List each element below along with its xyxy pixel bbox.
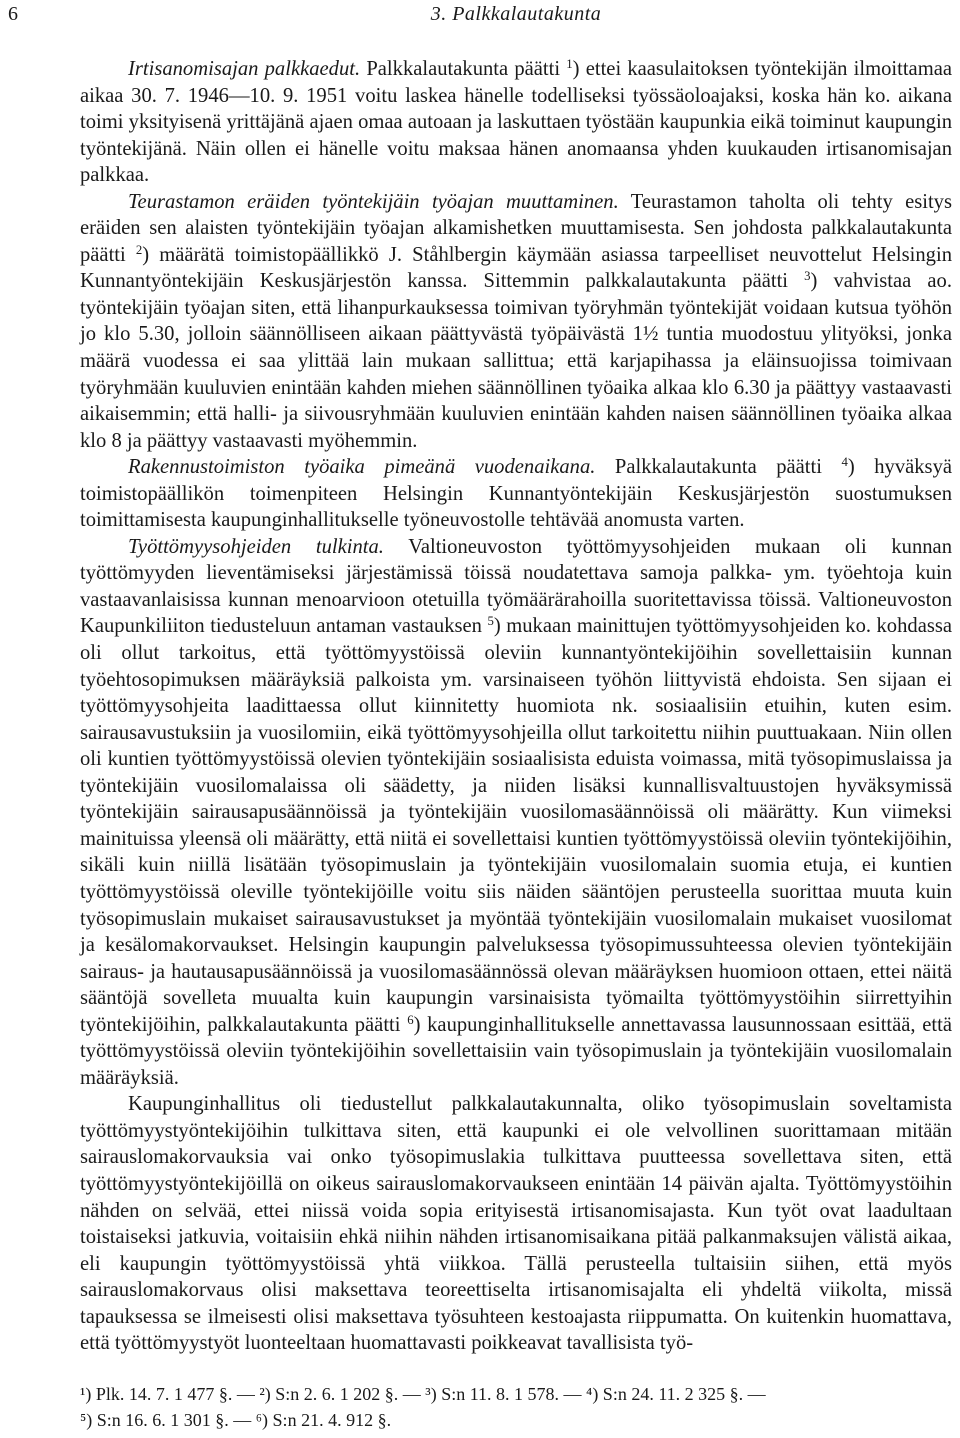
- paragraph-text: ) ettei kaasulaitoksen työntekijän ilmoittamaa aikaa 30. 7. 1946—10. 9. 1951 voitu laskea hänelle todelliseksi työssäoloajaksi, koska hän ko. aikana toimi yksityisenä yrittäjänä ajaen omaa autoaan ja laskuttaen työstään kaupunkia eikä toiminut kaupungin työntekijänä. Näin ollen ei hänelle voitu maksaa hänen anomaansa yhden kuukauden irtisanomisajan palkkaa.: [80, 58, 952, 187]
- running-header: [8, 0, 952, 48]
- footnote-ref: 1: [566, 56, 573, 71]
- footnote-ref: 6: [407, 1012, 414, 1027]
- footnote-ref: 2: [135, 242, 143, 257]
- paragraph-text: ) määrätä toimistopäällikkö J. Ståhlbergin käymään asiassa tarpeelliset neuvottelut Helsingin Kunnantyöntekijäin Keskusjärjestön kanssa. Sittemmin palkkalautakunta päätti: [80, 243, 952, 293]
- paragraph-text: Kaupunginhallitus oli tiedustellut palkkalautakunnalta, oliko työsopimuslain soveltamista työttömyystyöntekijöihin tulkittava siten, että kaupunki ei ole velvollinen suorittamaan mitään sairauslomakorvauksia vai onko työsopimuslakia tulkittava puutteessa sovellettava siten, että työttömyystyöntekijöillä on oikeus sairauslomakorvaukseen enintään 14 päivän ajalta. Työttömyystöihin nähden on selvää, ettei niissä voida sopia erityisestä irtisanomisajasta. Kun työt ovat laadultaan toistaiseksi jatkuvia, voitaisiin ehkä niihin nähden irtisanomisaikana pitää palkanmaksujen välistä aikaa, eli kaupungin työttömyystöissä yhtä viikkoa. Tällä perusteella tultaisiin siihen, että myös sairauslomakorvaus olisi maksettava teoreettiselta irtisanomisajalta eli yhdeltä viikolta, missä tapauksessa se ilmeisesti olisi maksettava työsuhteen kestoajasta riippumatta. On kuitenkin huomattava, että työttömyystyöt luonteeltaan huomattavasti poikkeavat tavallisista työ-: [80, 1093, 952, 1355]
- paragraph-text: ) mukaan mainittujen työttömyysohjeiden ko. kohdassa oli ollut tarkoitus, että työttömyystöissä oleviin kunnantyöntekijöihin sovellettaisiin kunnan työehtosopimuksen määräyksiä palkoista ym. varsinaiseen työhön liittyvistä ehdoista. Sen sijaan ei työttömyysohjeita laadittaessa ollut kiinnitetty huomiota nk. sosiaalisiin etuihin, kuten esim. sairausavustuksiin ja vuosilomiin, eikä työttömyysohjeilla ollut tarkoitettu niihin puuttuakaan. Niin ollen oli kuntien työttömyystöissä olevien työntekijäin sosiaalisista eduista voimassa, mitä työsopimuslaissa ja työntekijäin vuosilomalaissa oli säädetty, ja niiden lisäksi kunnallisvaltuustojen hyväksymissä työntekijäin sairausapusäännöissä ja työntekijäin vuosilomasäännöissä oli määrätty. Kun viimeksi mainituissa yleensä oli määrätty, että niitä ei sovellettaisi kuntien työttömyystöissä oleviin työntekijöihin, sikäli kuin niillä lisätään työsopimuslain ja työntekijäin vuosilomalain suomia etuja, ei kuntien työttömyystöissä oleville työntekijöille voitu siis näiden sääntöjen perusteella suorittaa muuta kuin työsopimuslain mukaiset sairausavustukset ja myöntää työntekijäin vuosilomalain mukaiset vuosilomat ja kesälomakorvaukset. Helsingin kaupungin palveluksessa työsopimussuhteessa olevien työntekijäin sairaus- ja hautausapusäännöissä ja vuosilomasäännössä olevan määräyksen huomioon ottaen, ettei näitä sääntöjä sovelleta muualta kuin kaupungin varsinaisista työmailta työttömyystöihin siirrettyihin työntekijöihin, palkkalautakunta päätti: [80, 615, 953, 1036]
- paragraph-text: ) kaupunginhallitukselle annettavassa lausunnossaan esittää, että työttömyystöissä oleviin työntekijöihin sovellettaisiin vain työsopimuslain ja työntekijäin vuosilomalain määräyksiä.: [80, 1013, 952, 1089]
- page-number: 6: [8, 3, 18, 25]
- footnote-ref: 3: [804, 269, 811, 284]
- footnotes: [80, 1381, 952, 1433]
- footnote-line: ⁵) S:n 16. 6. 1 301 §. — ⁶) S:n 21. 4. 912 §.: [80, 1409, 392, 1430]
- document-page: [8, 0, 953, 1433]
- paragraph-kaupunginhallitus: [80, 1091, 952, 1356]
- paragraph-heading: Irtisanomisajan palkkaedut.: [128, 58, 361, 80]
- paragraph-tyottomyysohjeiden-tulkinta: [80, 534, 952, 1091]
- footnote-ref: 5: [487, 614, 494, 629]
- paragraph-heading: Rakennustoimiston työaika pimeänä vuodenaikana.: [128, 456, 596, 479]
- footnote-line: ¹) Plk. 14. 7. 1 477 §. — ²) S:n 2. 6. 1 202 §. — ³) S:n 11. 8. 1 578. — ⁴) S:n 24. 11. 2 325 §. —: [80, 1383, 766, 1404]
- paragraph-text: Valtioneuvoston työttömyysohjeiden mukaan oli kunnan työttömyyden lieventämiseksi järjestämissä töissä noudatettava samoja palkka- ym. työehtoja kuin vastaavanlaisissa kunnan menoarvioon otetuilla työmäärärahoilla suoritettavissa töissä. Valtioneuvoston Kaupunkiliiton tiedusteluun antaman vastauksen: [80, 535, 952, 638]
- paragraph-text: Palkkalautakunta päätti: [595, 456, 842, 479]
- paragraph-heading: Teurastamon eräiden työntekijäin työajan muuttaminen.: [128, 190, 619, 213]
- paragraph-teurastamon-tyoaika: [80, 189, 952, 454]
- paragraph-irtisanomisajan-palkkaedut: [80, 56, 952, 189]
- body-text: [80, 56, 952, 1357]
- paragraph-text: ) hyväksyä toimistopäällikön toimenpiteen Helsingin Kunnantyöntekijäin Keskusjärjestön suostumuksen toimittamisesta kaupunginhallitukselle työneuvostolle tehtävää anomusta varten.: [80, 456, 953, 532]
- paragraph-text: Palkkalautakunta päätti: [360, 58, 567, 80]
- footnote-ref: 4: [841, 455, 848, 470]
- paragraph-heading: Työttömyysohjeiden tulkinta.: [128, 535, 384, 558]
- running-title: 3. Palkkalautakunta: [430, 3, 602, 25]
- paragraph-rakennustoimiston-tyoaika: [80, 454, 952, 534]
- paragraph-text: ) vahvistaa ao. työntekijäin työajan siten, että lihanpurkauksessa toimivan työryhmän työntekijät voidaan kutsua työhön jo klo 5.30, jolloin säännölliseen aikaan päättyvästä työpäivästä 1½ tuntia muodostuu ylityöksi, jonka määrä vuodessa ei saa ylittää lain mukaan sallittua; että karjapihassa ja eläinsuojissa toimivaan työryhmään kuuluvien enintään kahden miehen säännöllinen työaika alkaa klo 6.30 ja päättyy vastaavasti aikaisemmin; että halli- ja siivousryhmään kuuluvien enintään kahden naisen säännöllinen työaika alkaa klo 8 ja päättyy vastaavasti myöhemmin.: [80, 270, 952, 452]
- paragraph-text: Teurastamon taholta oli tehty esitys eräiden sen alaisten työntekijäin työajan alkamishetken muuttamisesta. Sen johdosta palkkalautakunta päätti: [80, 190, 952, 266]
